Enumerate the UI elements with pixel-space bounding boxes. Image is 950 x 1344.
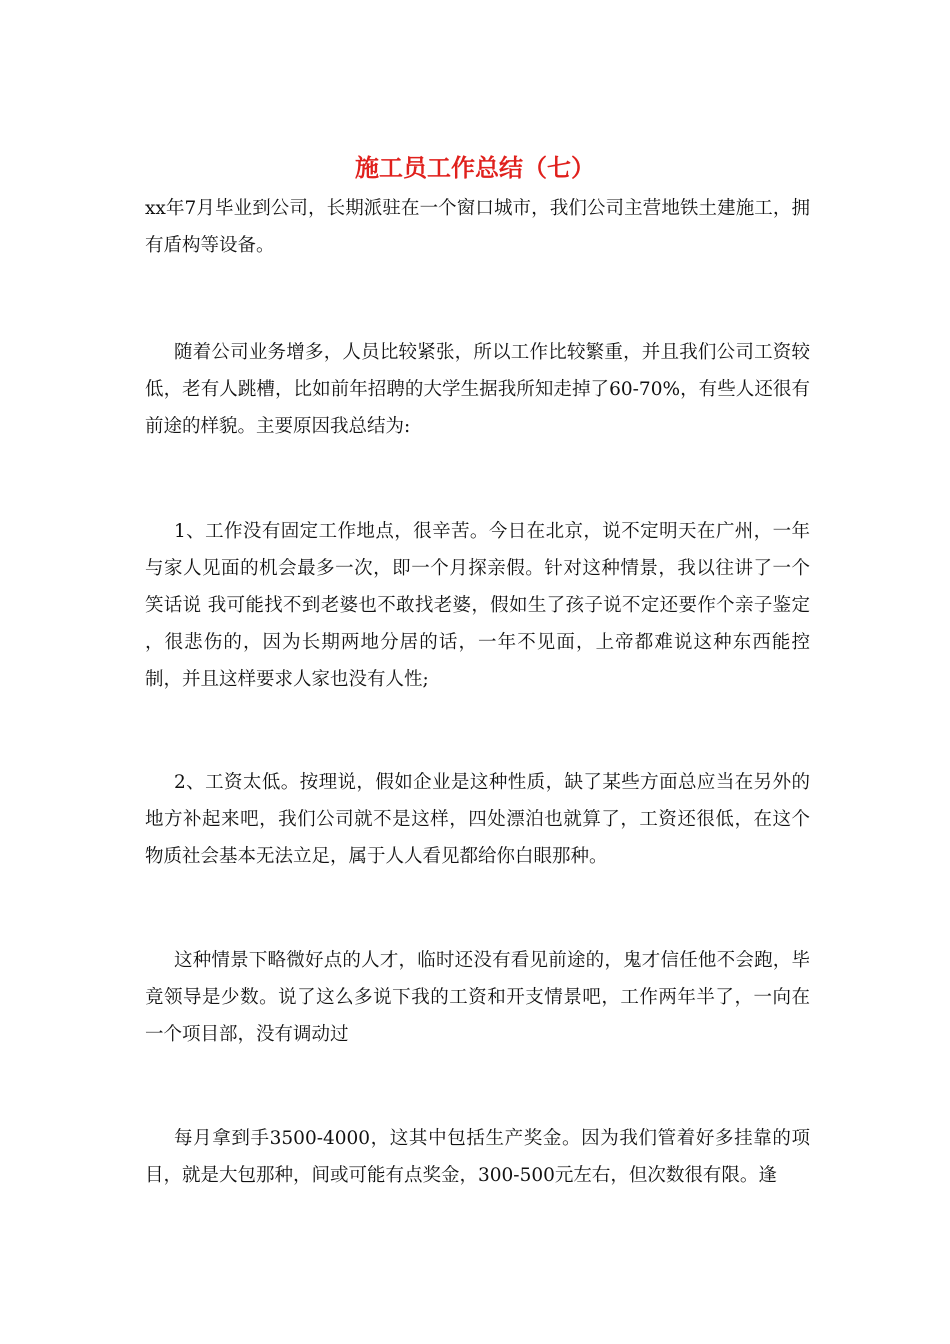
- paragraph-talent: 这种情景下略微好点的人才，临时还没有看见前途的，鬼才信任他不会跑，毕竟领导是少数。说了这么多说下我的工资和开支情景吧，工作两年半了，一向在一个项目部，没有调动过: [145, 950, 810, 1045]
- paragraph-reason-1: 1、工作没有固定工作地点，很辛苦。今日在北京，说不定明天在广州，一年与家人见面的机会最多一次，即一个月探亲假。针对这种情景，我以往讲了一个笑话说 我可能找不到老婆也不敢找老婆，假如生了孩子说不定还要作个亲子鉴定 ，很悲伤的，因为长期两地分居的话，一年不见面，上帝都难说这种东西能控制，并且这样要求人家也没有人性;: [145, 521, 810, 690]
- paragraph-reason-2: 2、工资太低。按理说，假如企业是这种性质，缺了某些方面总应当在另外的地方补起来吧，我们公司就不是这样，四处漂泊也就算了，工资还很低，在这个物质社会基本无法立足，属于人人看见都给你白眼那种。: [145, 772, 810, 867]
- document-title: 施工员工作总结（七）: [355, 153, 595, 182]
- paragraph-intro: xx年7月毕业到公司，长期派驻在一个窗口城市，我们公司主营地铁土建施工，拥有盾构等设备。: [145, 198, 810, 256]
- paragraph-salary: 每月拿到手3500-4000，这其中包括生产奖金。因为我们管着好多挂靠的项目，就是大包那种，间或可能有点奖金，300-500元左右，但次数很有限。逢: [145, 1128, 810, 1186]
- paragraph-company-situation: 随着公司业务增多，人员比较紧张，所以工作比较繁重，并且我们公司工资较低，老有人跳槽，比如前年招聘的大学生据我所知走掉了60-70%，有些人还很有前途的样貌。主要原因我总结为:: [145, 342, 810, 437]
